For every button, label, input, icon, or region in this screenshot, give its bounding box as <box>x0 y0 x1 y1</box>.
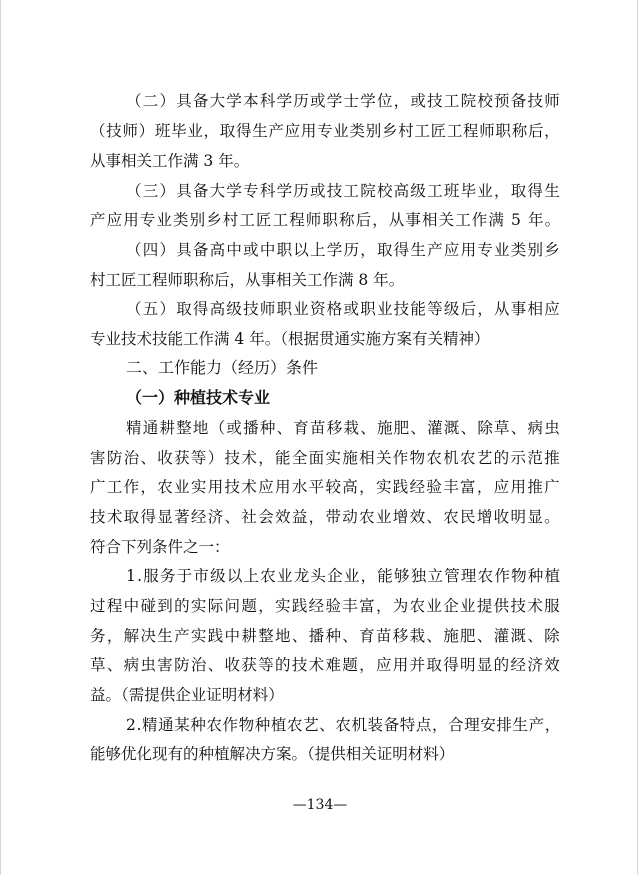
text-line: 害防治、收获等）技术，能全面实施相关作物农机农艺的示范推 <box>90 449 561 467</box>
text-line: 务，解决生产实践中耕整地、播种、育苗移栽、施肥、灌溉、除 <box>90 627 561 645</box>
text-line: 1.服务于市级以上农业龙头企业，能够独立管理农作物种植 <box>126 567 562 585</box>
text-line: 2.精通某种农作物种植农艺、农机装备特点，合理安排生产， <box>126 716 561 734</box>
page-number: —134— <box>292 797 348 813</box>
section-heading: 二、工作能力（经历）条件 <box>126 358 319 377</box>
text-line: 能够优化现有的种植解决方案。（提供相关证明材料） <box>90 745 455 763</box>
text-line: 专业技术技能工作满 4 年。（根据贯通实施方案有关精神） <box>90 330 490 348</box>
text-line: 益。（需提供企业证明材料） <box>90 686 284 704</box>
text-line: （二）具备大学本科学历或学士学位，或技工院校预备技师 <box>126 92 561 110</box>
text-line: 从事相关工作满 3 年。 <box>90 152 250 170</box>
text-line: 广工作，农业实用技术应用水平较高，实践经验丰富，应用推广 <box>90 478 561 496</box>
text-line: 村工匠工程师职称后，从事相关工作满 8 年。 <box>90 271 405 289</box>
text-line: （四）具备高中或中职以上学历，取得生产应用专业类别乡 <box>126 241 561 259</box>
text-line: 符合下列条件之一： <box>90 538 230 556</box>
subsection-heading: （一）种植技术专业 <box>126 388 271 407</box>
text-line: 过程中碰到的实际问题，实践经验丰富，为农业企业提供技术服 <box>90 597 561 615</box>
text-line: 精通耕整地（或播种、育苗移栽、施肥、灌溉、除草、病虫 <box>126 419 561 437</box>
text-line: 技术取得显著经济、社会效益，带动农业增效、农民增收明显。 <box>90 508 561 526</box>
text-line: 产应用专业类别乡村工匠工程师职称后，从事相关工作满 5 年。 <box>90 211 562 229</box>
text-line: （五）取得高级技师职业资格或职业技能等级后，从事相应 <box>126 300 561 318</box>
text-line: （三）具备大学专科学历或技工院校高级工班毕业，取得生 <box>126 182 561 200</box>
text-line: 草、病虫害防治、收获等的技术难题，应用并取得明显的经济效 <box>90 656 561 674</box>
text-line: （技师）班毕业，取得生产应用专业类别乡村工匠工程师职称后， <box>90 122 561 140</box>
